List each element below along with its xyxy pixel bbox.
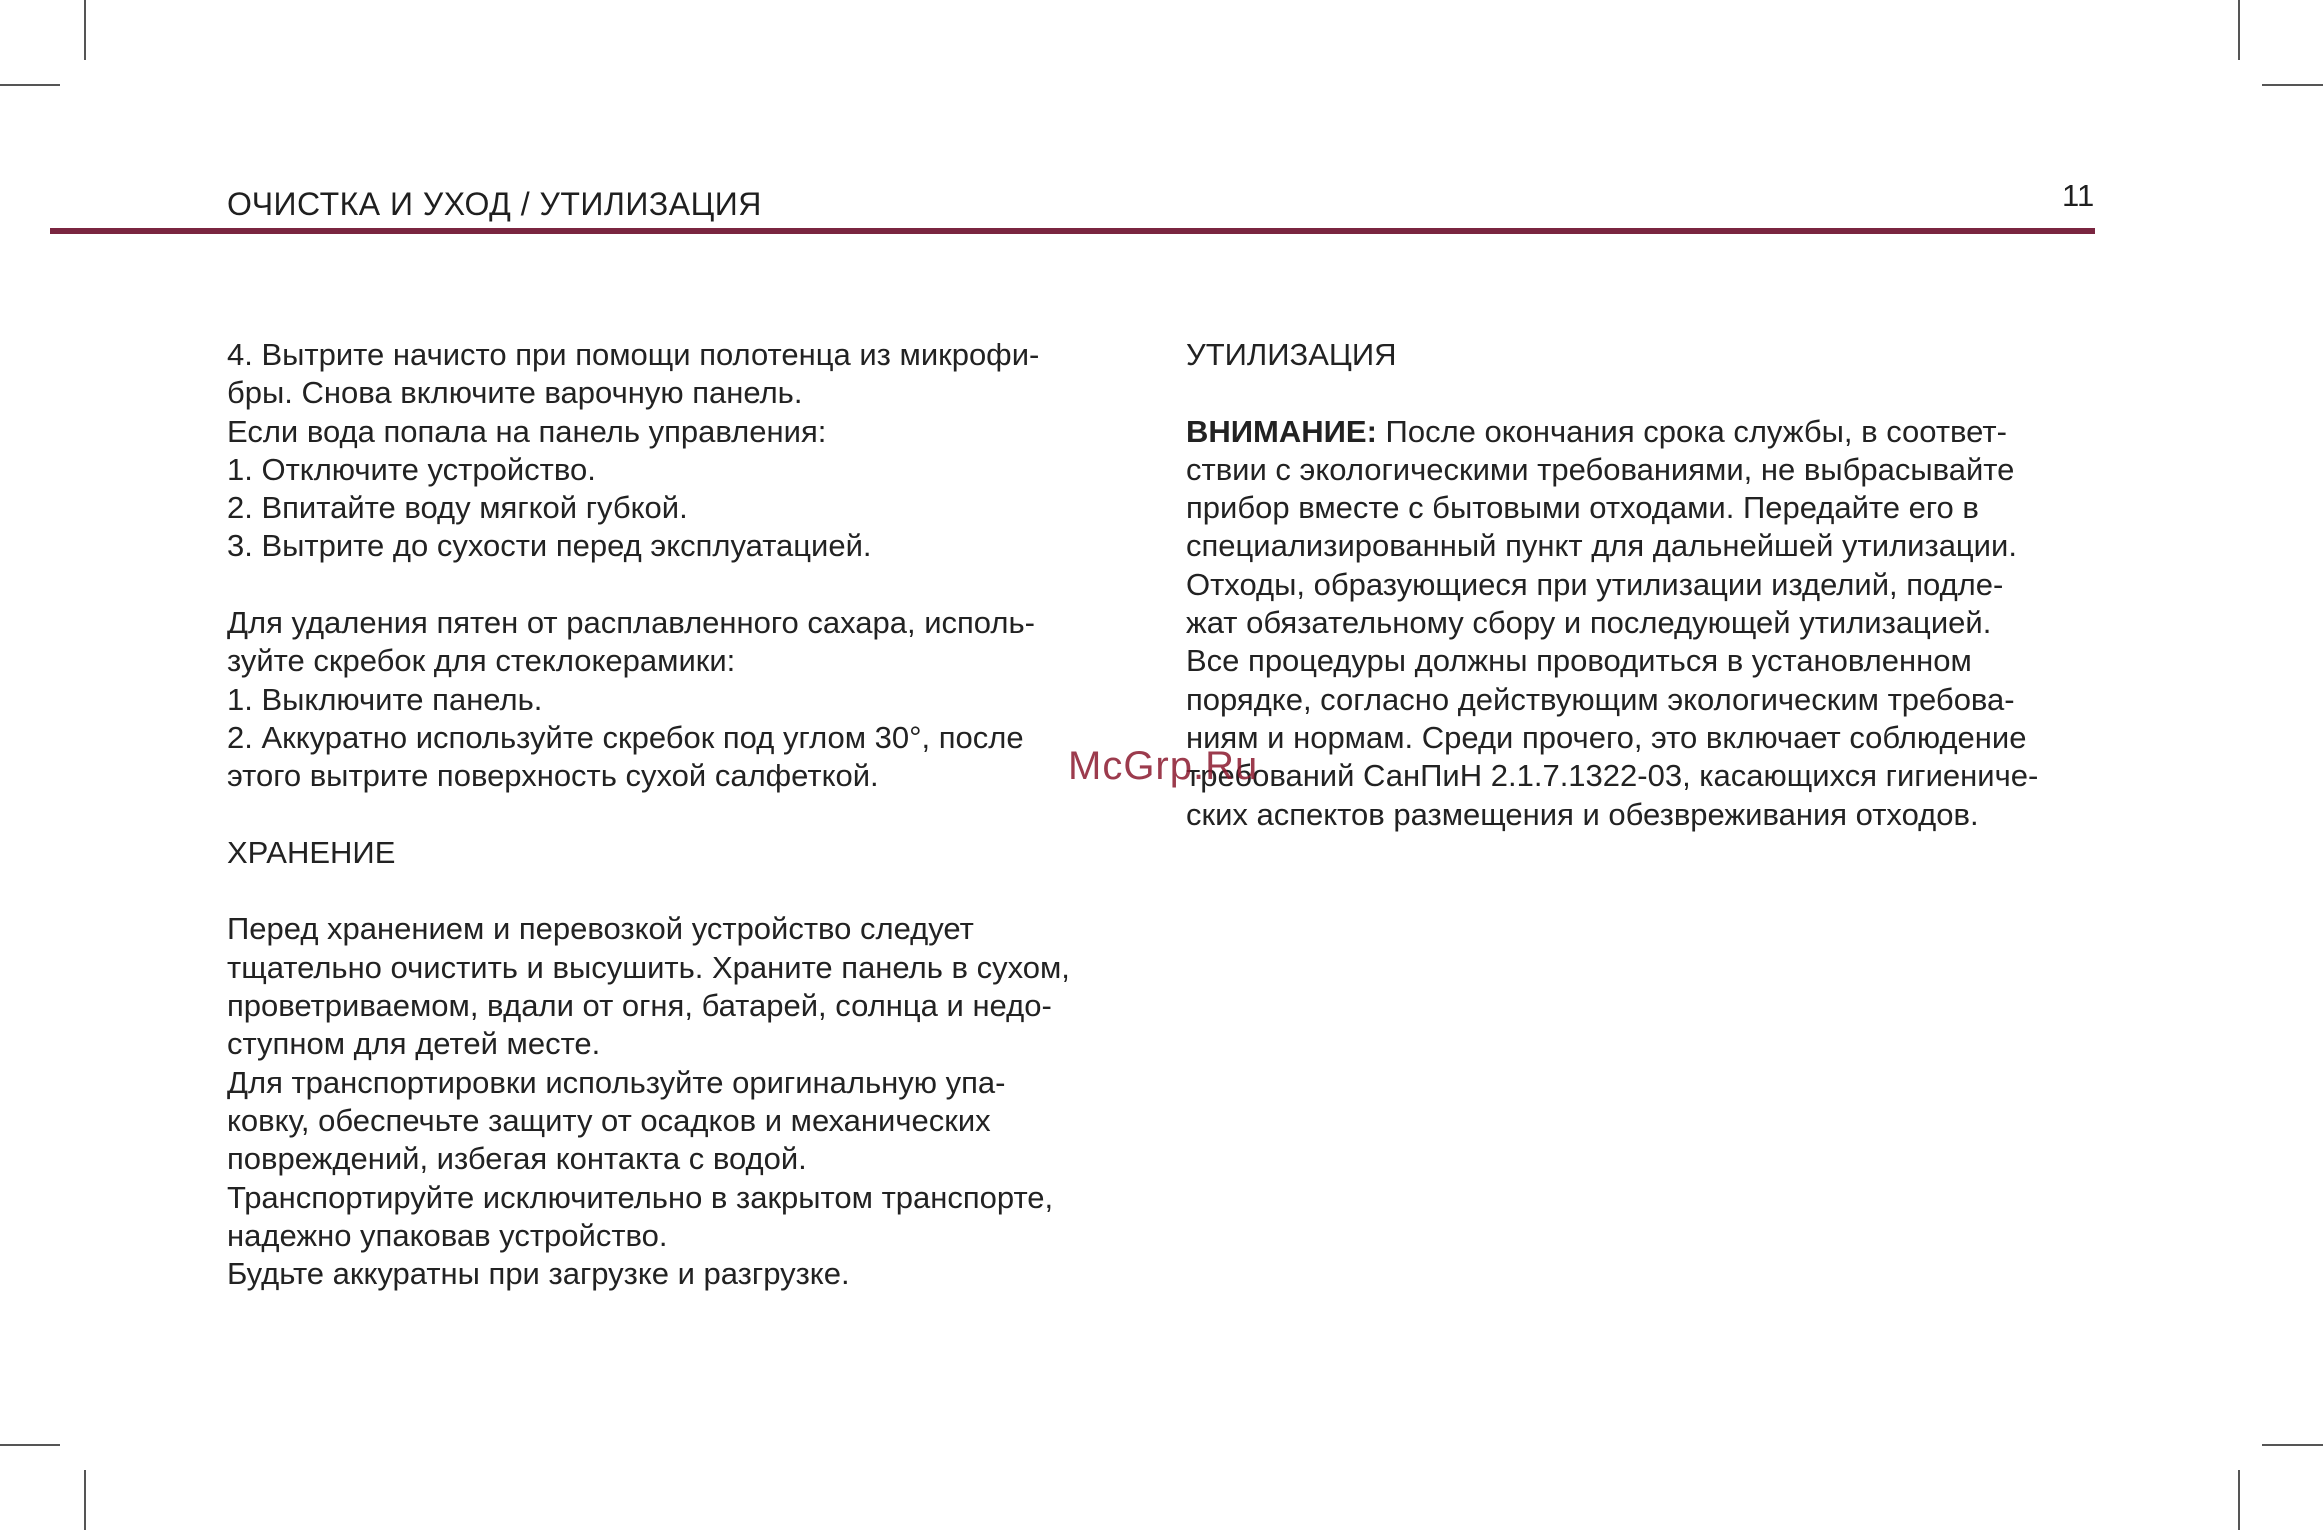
crop-mark-top-right-horizontal <box>2262 84 2323 86</box>
disposal-heading: УТИЛИЗАЦИЯ <box>1186 337 1397 372</box>
text-line: 4. Вытрите начисто при помощи полотенца из микрофи- <box>227 337 1040 372</box>
text-line: ступном для детей месте. <box>227 1026 601 1062</box>
text-line: бры. Снова включите варочную панель. <box>227 375 803 411</box>
warning-label: ВНИМАНИЕ: <box>1186 413 1377 449</box>
text-line: проветриваемом, вдали от огня, батарей, солнца и недо- <box>227 988 1052 1024</box>
crop-mark-top-right-vertical <box>2238 0 2240 60</box>
text-line: надежно упаковав устройство. <box>227 1217 668 1253</box>
crop-mark-top-left-horizontal <box>0 84 60 86</box>
paragraph-gap <box>227 872 1147 910</box>
text-line: Будьте аккуратны при загрузке и разгрузке. <box>227 1256 850 1292</box>
text-line: ских аспектов размещения и обезвреживания отходов. <box>1186 796 1979 832</box>
crop-mark-bottom-right-horizontal <box>2262 1444 2323 1446</box>
text-line: Транспортируйте исключительно в закрытом транспорте, <box>227 1179 1054 1215</box>
crop-mark-bottom-left-vertical <box>84 1470 86 1530</box>
crop-mark-bottom-left-horizontal <box>0 1444 60 1446</box>
text-line: прибор вместе с бытовыми отходами. Передайте его в <box>1186 490 1979 526</box>
text-line: тщательно очистить и высушить. Храните панель в сухом, <box>227 949 1070 985</box>
text-line: Перед хранением и перевозкой устройство следует <box>227 911 974 947</box>
disposal-text-block <box>1186 413 2106 834</box>
storage-heading: ХРАНЕНИЕ <box>227 834 396 870</box>
text-line: этого вытрите поверхность сухой салфеткой. <box>227 758 879 794</box>
paragraph-gap <box>1186 374 2106 412</box>
warning-line <box>1186 413 2106 451</box>
text-line: Все процедуры должны проводиться в установленном <box>1186 643 1972 679</box>
sugar-stains-block <box>227 604 1147 795</box>
text-line: зуйте скребок для стеклокерамики: <box>227 643 736 679</box>
watermark-text: McGrp.Ru <box>1068 744 1259 788</box>
text-line: 1. Отключите устройство. <box>227 451 596 487</box>
storage-text-block <box>227 910 1147 1293</box>
text-line: порядке, согласно действующим экологическим требова- <box>1186 681 2015 717</box>
text-line: 2. Впитайте воду мягкой губкой. <box>227 490 688 526</box>
paragraph-gap <box>227 796 1147 834</box>
text-line: 3. Вытрите до сухости перед эксплуатацией. <box>227 528 872 564</box>
text-line: 1. Выключите панель. <box>227 681 543 717</box>
crop-mark-bottom-right-vertical <box>2238 1470 2240 1530</box>
text-line: 2. Аккуратно используйте скребок под углом 30°, после <box>227 719 1024 755</box>
page-number: 11 <box>2062 178 2095 213</box>
text-line: жат обязательному сбору и последующей утилизацией. <box>1186 605 1992 641</box>
text-line: повреждений, избегая контакта с водой. <box>227 1141 807 1177</box>
text-line: Если вода попала на панель управления: <box>227 413 827 449</box>
section-title: ОЧИСТКА И УХОД / УТИЛИЗАЦИЯ <box>227 186 762 222</box>
text-line: ниям и нормам. Среди прочего, это включает соблюдение <box>1186 719 2027 755</box>
text-line: требований СанПиН 2.1.7.1322-03, касающихся гигиениче- <box>1186 758 2039 794</box>
left-column <box>227 336 1147 1293</box>
crop-mark-top-left-vertical <box>84 0 86 60</box>
paragraph-gap <box>227 566 1147 604</box>
cleaning-steps-block <box>227 336 1147 566</box>
warning-text: После окончания срока службы, в соответ- <box>1376 413 2007 449</box>
text-line: Отходы, образующиеся при утилизации изделий, подле- <box>1186 566 2004 602</box>
text-line: Для удаления пятен от расплавленного сахара, исполь- <box>227 605 1035 641</box>
text-line: ствии с экологическими требованиями, не выбрасывайте <box>1186 451 2015 487</box>
right-column <box>1186 336 2106 834</box>
text-line: Для транспортировки используйте оригинальную упа- <box>227 1064 1006 1100</box>
text-line: специализированный пункт для дальнейшей утилизации. <box>1186 528 2017 564</box>
text-line: ковку, обеспечьте защиту от осадков и механических <box>227 1102 991 1138</box>
header-divider <box>50 228 2095 234</box>
